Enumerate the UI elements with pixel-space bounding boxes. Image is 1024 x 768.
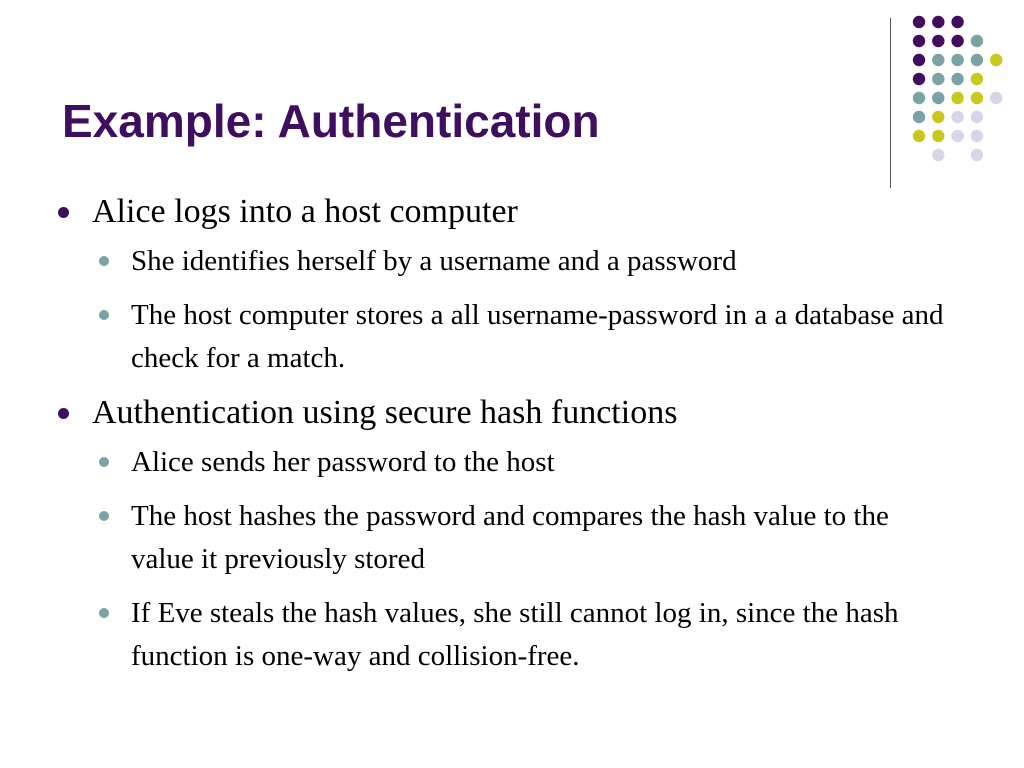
decorative-dot	[951, 111, 963, 123]
decorative-dot	[932, 54, 944, 66]
decorative-dot	[932, 16, 944, 28]
bullet-dot-icon	[58, 408, 69, 419]
decorative-dot	[951, 16, 963, 28]
decorative-dot	[951, 54, 963, 66]
bullet-level2	[56, 592, 956, 678]
decorative-dot	[913, 111, 925, 123]
decorative-dot	[971, 35, 983, 47]
bullet-level2	[56, 495, 956, 581]
bullet-level1	[56, 391, 956, 435]
sub-bullet-list	[56, 441, 956, 678]
decorative-dot	[913, 130, 925, 142]
bullet-dot-icon	[58, 207, 69, 218]
decorative-dot	[913, 16, 925, 28]
decorative-dot	[951, 130, 963, 142]
slide-title: Example: Authentication	[62, 95, 600, 147]
decorative-dot	[932, 149, 944, 161]
decorative-dot	[932, 35, 944, 47]
decorative-dot	[913, 35, 925, 47]
decorative-dot	[913, 92, 925, 104]
decorative-dot	[971, 130, 983, 142]
decorative-dot	[990, 54, 1002, 66]
bullet-dot-icon	[99, 511, 109, 521]
decorative-dot	[971, 92, 983, 104]
sub-bullet-text: If Eve steals the hash values, she still cannot log in, since the hash function is one-way and collision-free.	[131, 597, 899, 672]
decorative-dot	[932, 92, 944, 104]
decorative-dot	[951, 92, 963, 104]
decorative-dot	[971, 73, 983, 85]
sub-bullet-text: The host hashes the password and compares the hash value to the value it previously stored	[131, 500, 889, 575]
decorative-dot	[990, 92, 1002, 104]
sub-bullet-text: The host computer stores a all username-password in a a database and check for a match.	[131, 299, 944, 374]
sub-bullet-text: She identifies herself by a username and a password	[131, 245, 737, 277]
bullet-dot-icon	[99, 256, 109, 266]
decorative-dot	[951, 73, 963, 85]
bullet-text: Alice logs into a host computer	[92, 193, 518, 230]
sub-bullet-list	[56, 240, 956, 380]
bullet-level1	[56, 190, 956, 234]
bullet-text: Authentication using secure hash functions	[92, 394, 678, 431]
decorative-dot	[971, 111, 983, 123]
bullet-level2	[56, 441, 956, 484]
decorative-dot	[971, 149, 983, 161]
bullet-dot-icon	[99, 457, 109, 467]
decorative-dot	[913, 73, 925, 85]
decorative-dot	[932, 130, 944, 142]
decorative-dot	[971, 54, 983, 66]
decorative-dot-grid	[0, 0, 1024, 200]
bullet-level2	[56, 240, 956, 283]
bullet-level2	[56, 294, 956, 380]
decorative-dot	[951, 35, 963, 47]
bullet-dot-icon	[99, 310, 109, 320]
decorative-dot	[913, 54, 925, 66]
bullet-dot-icon	[99, 608, 109, 618]
decorative-dot	[932, 73, 944, 85]
sub-bullet-text: Alice sends her password to the host	[131, 446, 555, 478]
decorative-dot	[932, 111, 944, 123]
slide-content	[56, 190, 956, 689]
